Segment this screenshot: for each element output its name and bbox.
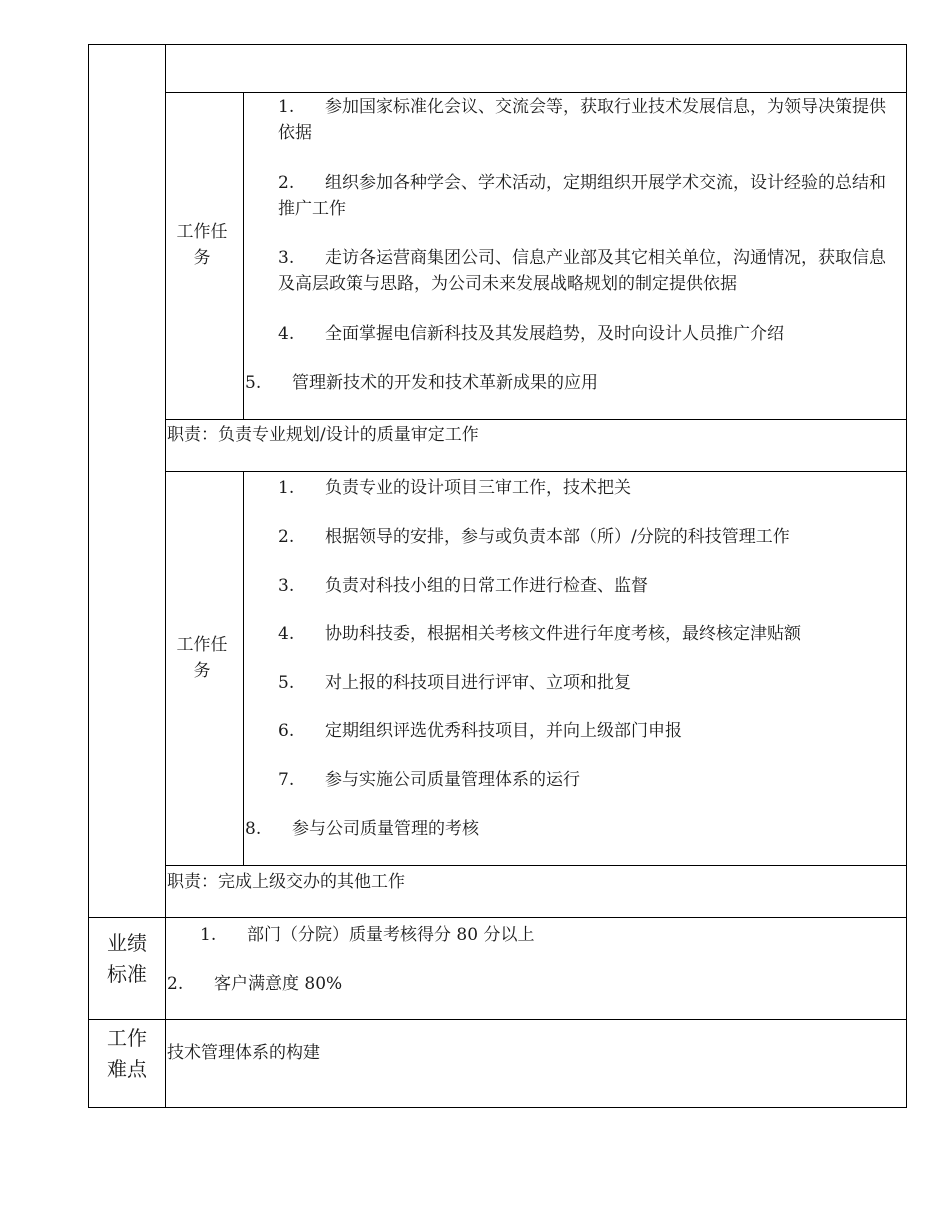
list-item-text: 参加国家标准化会议、交流会等，获取行业技术发展信息，为领导决策提供依据 — [278, 97, 886, 143]
difficulty-text: 技术管理体系的构建 — [167, 1043, 320, 1063]
list-item-text: 负责专业的设计项目三审工作，技术把关 — [325, 478, 631, 498]
list-item-text: 定期组织评选优秀科技项目，并向上级部门申报 — [325, 721, 682, 741]
list-item-number: 1. — [200, 925, 217, 945]
list-item-text: 参与公司质量管理的考核 — [292, 819, 479, 839]
list-item-number: 5. — [245, 373, 262, 393]
list-item-number: 8. — [245, 819, 262, 839]
task-label-2: 工作任务 — [176, 635, 228, 681]
list-item-number: 2. — [278, 173, 295, 193]
list-item-number: 2. — [278, 527, 295, 547]
list-item-text: 根据领导的安排，参与或负责本部（所）/分院的科技管理工作 — [325, 527, 790, 547]
task-label-1: 工作任务 — [176, 222, 228, 268]
divider-left-column — [165, 44, 166, 1108]
list-item-number: 4. — [278, 624, 295, 644]
duty-row-2: 职责：负责专业规划/设计的质量审定工作 — [167, 425, 479, 445]
divider-after-performance — [88, 1019, 907, 1020]
list-item-text: 协助科技委，根据相关考核文件进行年度考核，最终核定津贴额 — [325, 624, 801, 644]
list-item-number: 1. — [278, 97, 295, 117]
list-item-text: 走访各运营商集团公司、信息产业部及其它相关单位，沟通情况，获取信息及高层政策与思路，为公司未来发展战略规划的制定提供依据 — [278, 248, 886, 294]
list-item-text: 管理新技术的开发和技术革新成果的应用 — [292, 373, 598, 393]
list-item-number: 2. — [167, 974, 184, 994]
difficulty-label: 工作难点 — [107, 1026, 147, 1081]
list-item-number: 3. — [278, 576, 295, 596]
list-item-text: 组织参加各种学会、学术活动，定期组织开展学术交流，设计经验的总结和推广工作 — [278, 173, 886, 219]
divider-after-tasks-2 — [165, 865, 907, 866]
list-item-number: 1. — [278, 478, 295, 498]
list-item-number: 6. — [278, 721, 295, 741]
list-item-text: 客户满意度 80% — [214, 974, 343, 994]
divider-task-label-2 — [243, 472, 244, 866]
list-item-number: 4. — [278, 324, 295, 344]
list-item-number: 3. — [278, 248, 295, 268]
divider-after-duty-3 — [88, 917, 907, 918]
divider-after-tasks-1 — [165, 419, 907, 420]
performance-label: 业绩标准 — [107, 931, 147, 986]
duty-row-3: 职责：完成上级交办的其他工作 — [167, 872, 405, 892]
list-item-number: 7. — [278, 770, 295, 790]
list-item-text: 部门（分院）质量考核得分 80 分以上 — [247, 925, 535, 945]
list-item-text: 对上报的科技项目进行评审、立项和批复 — [325, 673, 631, 693]
list-item-text: 全面掌握电信新科技及其发展趋势，及时向设计人员推广介绍 — [325, 324, 784, 344]
list-item-text: 负责对科技小组的日常工作进行检查、监督 — [325, 576, 648, 596]
list-item-number: 5. — [278, 673, 295, 693]
divider-after-duty-2 — [165, 471, 907, 472]
list-item-text: 参与实施公司质量管理体系的运行 — [325, 770, 580, 790]
